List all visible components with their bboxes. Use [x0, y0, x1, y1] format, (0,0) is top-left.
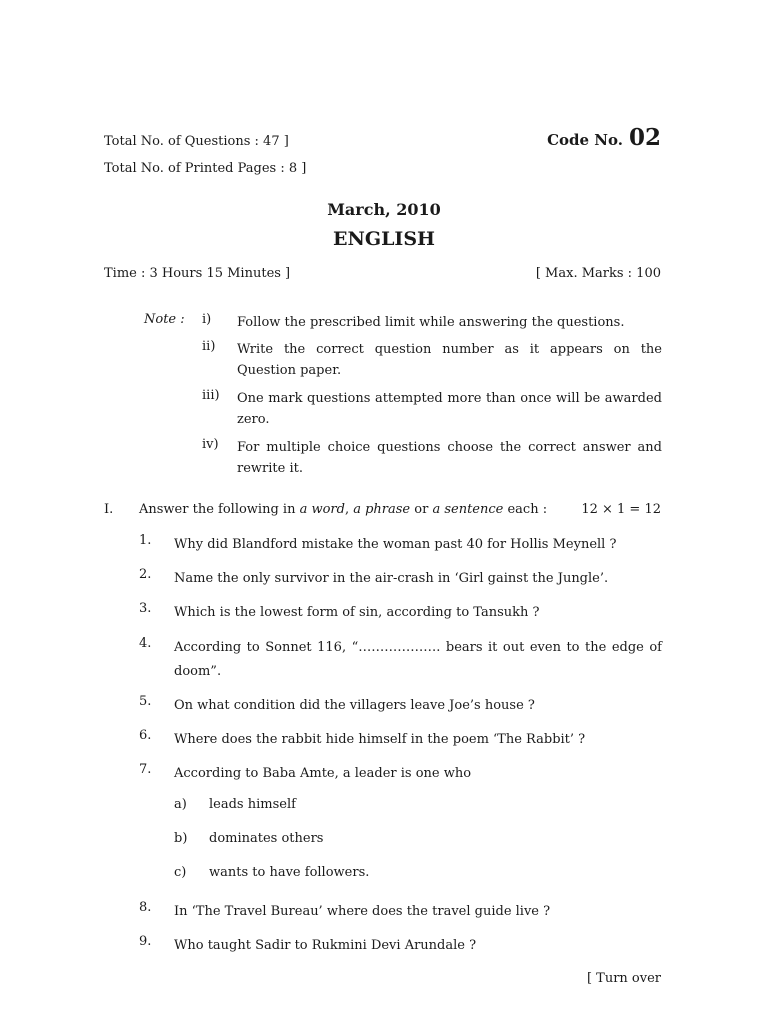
code-number: [547, 124, 661, 151]
question-number: 3.: [139, 601, 152, 616]
question-text: According to Baba Amte, a leader is one who: [174, 766, 472, 781]
question-number: 5.: [139, 694, 152, 709]
option-text: wants to have followers.: [209, 865, 370, 880]
question-number: 1.: [139, 533, 152, 548]
question-number: 4.: [139, 636, 152, 651]
option-letter: c): [174, 865, 187, 880]
note-item-number: iv): [202, 437, 219, 452]
total-questions: Total No. of Questions : 47 ]: [104, 134, 289, 149]
exam-time: Time : 3 Hours 15 Minutes ]: [104, 266, 291, 281]
option-letter: a): [174, 797, 187, 812]
option-text: leads himself: [209, 797, 296, 812]
question-text: On what condition did the villagers leave Joe’s house ?: [174, 698, 535, 713]
section-marks: 12 × 1 = 12: [581, 502, 661, 517]
section-number: I.: [104, 502, 114, 517]
exam-date: March, 2010: [327, 200, 441, 219]
note-item-number: i): [202, 312, 212, 327]
note-label: Note :: [144, 312, 185, 327]
question-text: Name the only survivor in the air-crash in ‘Girl gainst the Jungle’.: [174, 571, 609, 586]
turn-over-note: [ Turn over: [586, 971, 661, 986]
option-text: dominates others: [209, 831, 324, 846]
code-label: Code No.: [547, 131, 623, 149]
question-text: Who taught Sadir to Rukmini Devi Arundale ?: [174, 938, 477, 953]
question-number: 7.: [139, 762, 152, 777]
question-text: According to Sonnet 116, “………………. bears it out even to the edge of doom”.: [174, 640, 662, 679]
section-instruction: Answer the following in a word, a phrase or a sentence each :: [139, 502, 548, 517]
note-item-text: For multiple choice questions choose the correct answer and rewrite it.: [237, 440, 662, 476]
note-item-text: Write the correct question number as it appears on the Question paper.: [237, 342, 662, 378]
question-text: Why did Blandford mistake the woman past 40 for Hollis Meynell ?: [174, 537, 617, 552]
question-text: Where does the rabbit hide himself in the poem ‘The Rabbit’ ?: [174, 732, 586, 747]
note-item-text: One mark questions attempted more than once will be awarded zero.: [237, 391, 662, 427]
question-number: 9.: [139, 934, 152, 949]
total-pages: Total No. of Printed Pages : 8 ]: [104, 161, 307, 176]
note-item-text: Follow the prescribed limit while answering the questions.: [237, 315, 625, 330]
note-item-number: iii): [202, 388, 220, 403]
subject-title: ENGLISH: [333, 228, 435, 250]
question-number: 6.: [139, 728, 152, 743]
question-number: 2.: [139, 567, 152, 582]
max-marks: [ Max. Marks : 100: [535, 266, 661, 281]
question-text: Which is the lowest form of sin, according to Tansukh ?: [174, 605, 540, 620]
question-text: In ‘The Travel Bureau’ where does the travel guide live ?: [174, 904, 551, 919]
question-number: 8.: [139, 900, 152, 915]
option-letter: b): [174, 831, 188, 846]
code-value: 02: [628, 124, 661, 151]
note-item-number: ii): [202, 339, 216, 354]
